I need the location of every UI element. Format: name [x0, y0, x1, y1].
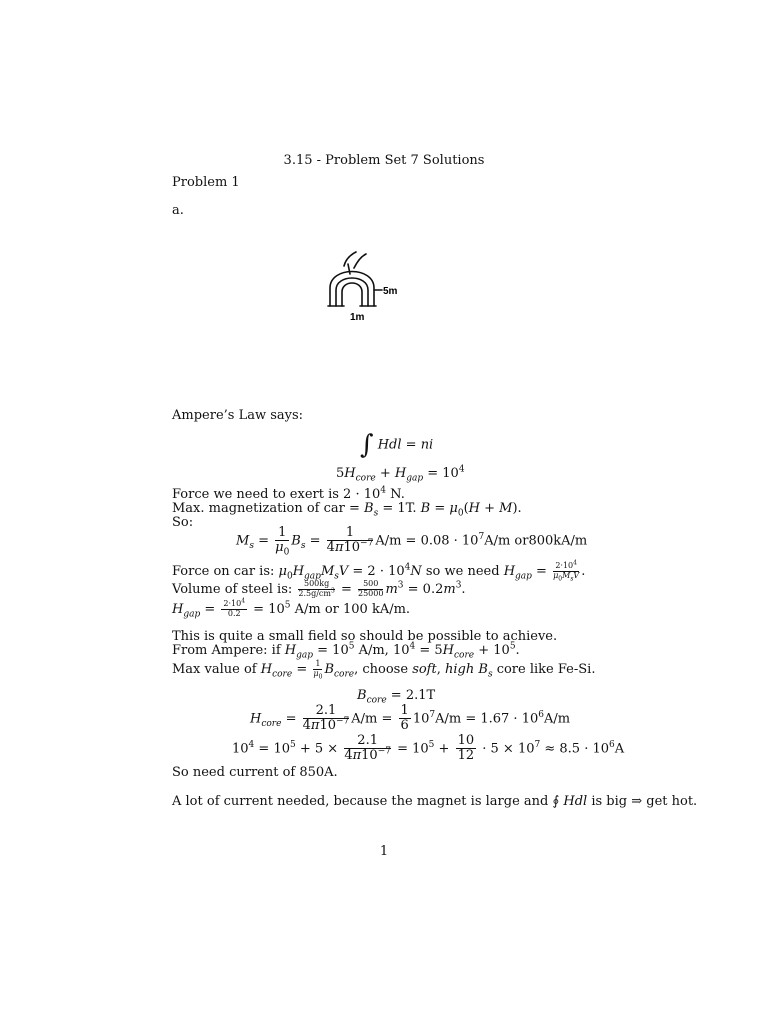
equation-core-gap-sum: $5H_{core} + H_{gap} = 10^4$ [336, 464, 465, 484]
document-title: 3.15 - Problem Set 7 Solutions [283, 153, 485, 168]
force-needed-line: Force we need to exert is $2 \cdot 10^4$ N. [172, 485, 405, 502]
small-field-line: This is quite a small field so should be possible to achieve. [172, 629, 558, 644]
max-hcore-line: Max value of $H_{core}$ = $\frac{1}{\mu_0}$ $B_{core}$, choose soft, high $B_s$ core like Fe-Si. [172, 659, 596, 681]
equation-current-calculation: $10^4 = 10^5 + 5$ × $\frac{2.1}{4\pi 10^{-7}}$ = $10^5$ + $\frac{10}{12}$ · $5 \times 10^7 \approx 8.5 \cdot 10^6A$ [232, 733, 625, 764]
equation-saturation-magnetization: $M_s$ = $\frac{1}{\mu_0}$ $B_s$ = $\frac{1}{4\pi 10^{-7}}$ $A/m = 0.08 \cdot 10^7A/m$ or800kA/m [236, 525, 588, 558]
from-ampere-line: From Ampere: if $H_{gap} = 10^5$ A/m, $10^4 = 5H_{core} + 10^5$. [172, 641, 520, 661]
figure-label-1m: 1m [350, 312, 365, 323]
force-on-car-line: Force on car is: $\mu_0H_{gap}M_sV = 2 \cdot 10^4N$ so we need $H_{gap}$ = $\frac{2\cdot 10^4}{\mu_0M_sV}$ . [172, 559, 586, 583]
volume-of-steel-line: Volume of steel is: $\frac{500kg}{2.5g/cm^3}$ = $\frac{500}{25000}$ $m^3 = 0.2m^3$. [172, 579, 466, 598]
conclusion-line: A lot of current needed, because the magnet is large and ∮ Hdl is big ⇒ get hot. [172, 794, 698, 809]
so-need-current-line: So need current of 850A. [172, 765, 338, 780]
equation-ampere-integral: ∫ Hdl = ni [360, 430, 434, 460]
equation-bcore: $B_{core} = 2.1T$ [357, 688, 436, 706]
problem-heading: Problem 1 [172, 175, 240, 190]
max-magnetization-line: Max. magnetization of car = $B_s = 1T$. $B = \mu_0(H + M)$. [172, 501, 522, 519]
ampere-intro: Ampere’s Law says: [172, 408, 304, 423]
equation-hcore: $H_{core}$ = $\frac{2.1}{4\pi 10^{-7}}$ A/m = $\frac{1}{6}$ $10^7A/m = 1.67 \cdot 10^6A/m$ [250, 703, 571, 734]
figure-label-5m: 5m [383, 286, 398, 297]
magnet-sketch-figure [300, 248, 410, 328]
hgap-line: $H_{gap}$ = $\frac{2\cdot 10^4}{0.2}$ = $10^5$ A/m or 100 kA/m. [172, 597, 411, 620]
page-number: 1 [379, 844, 389, 859]
part-label: a. [172, 203, 184, 218]
so-label: So: [172, 515, 194, 530]
